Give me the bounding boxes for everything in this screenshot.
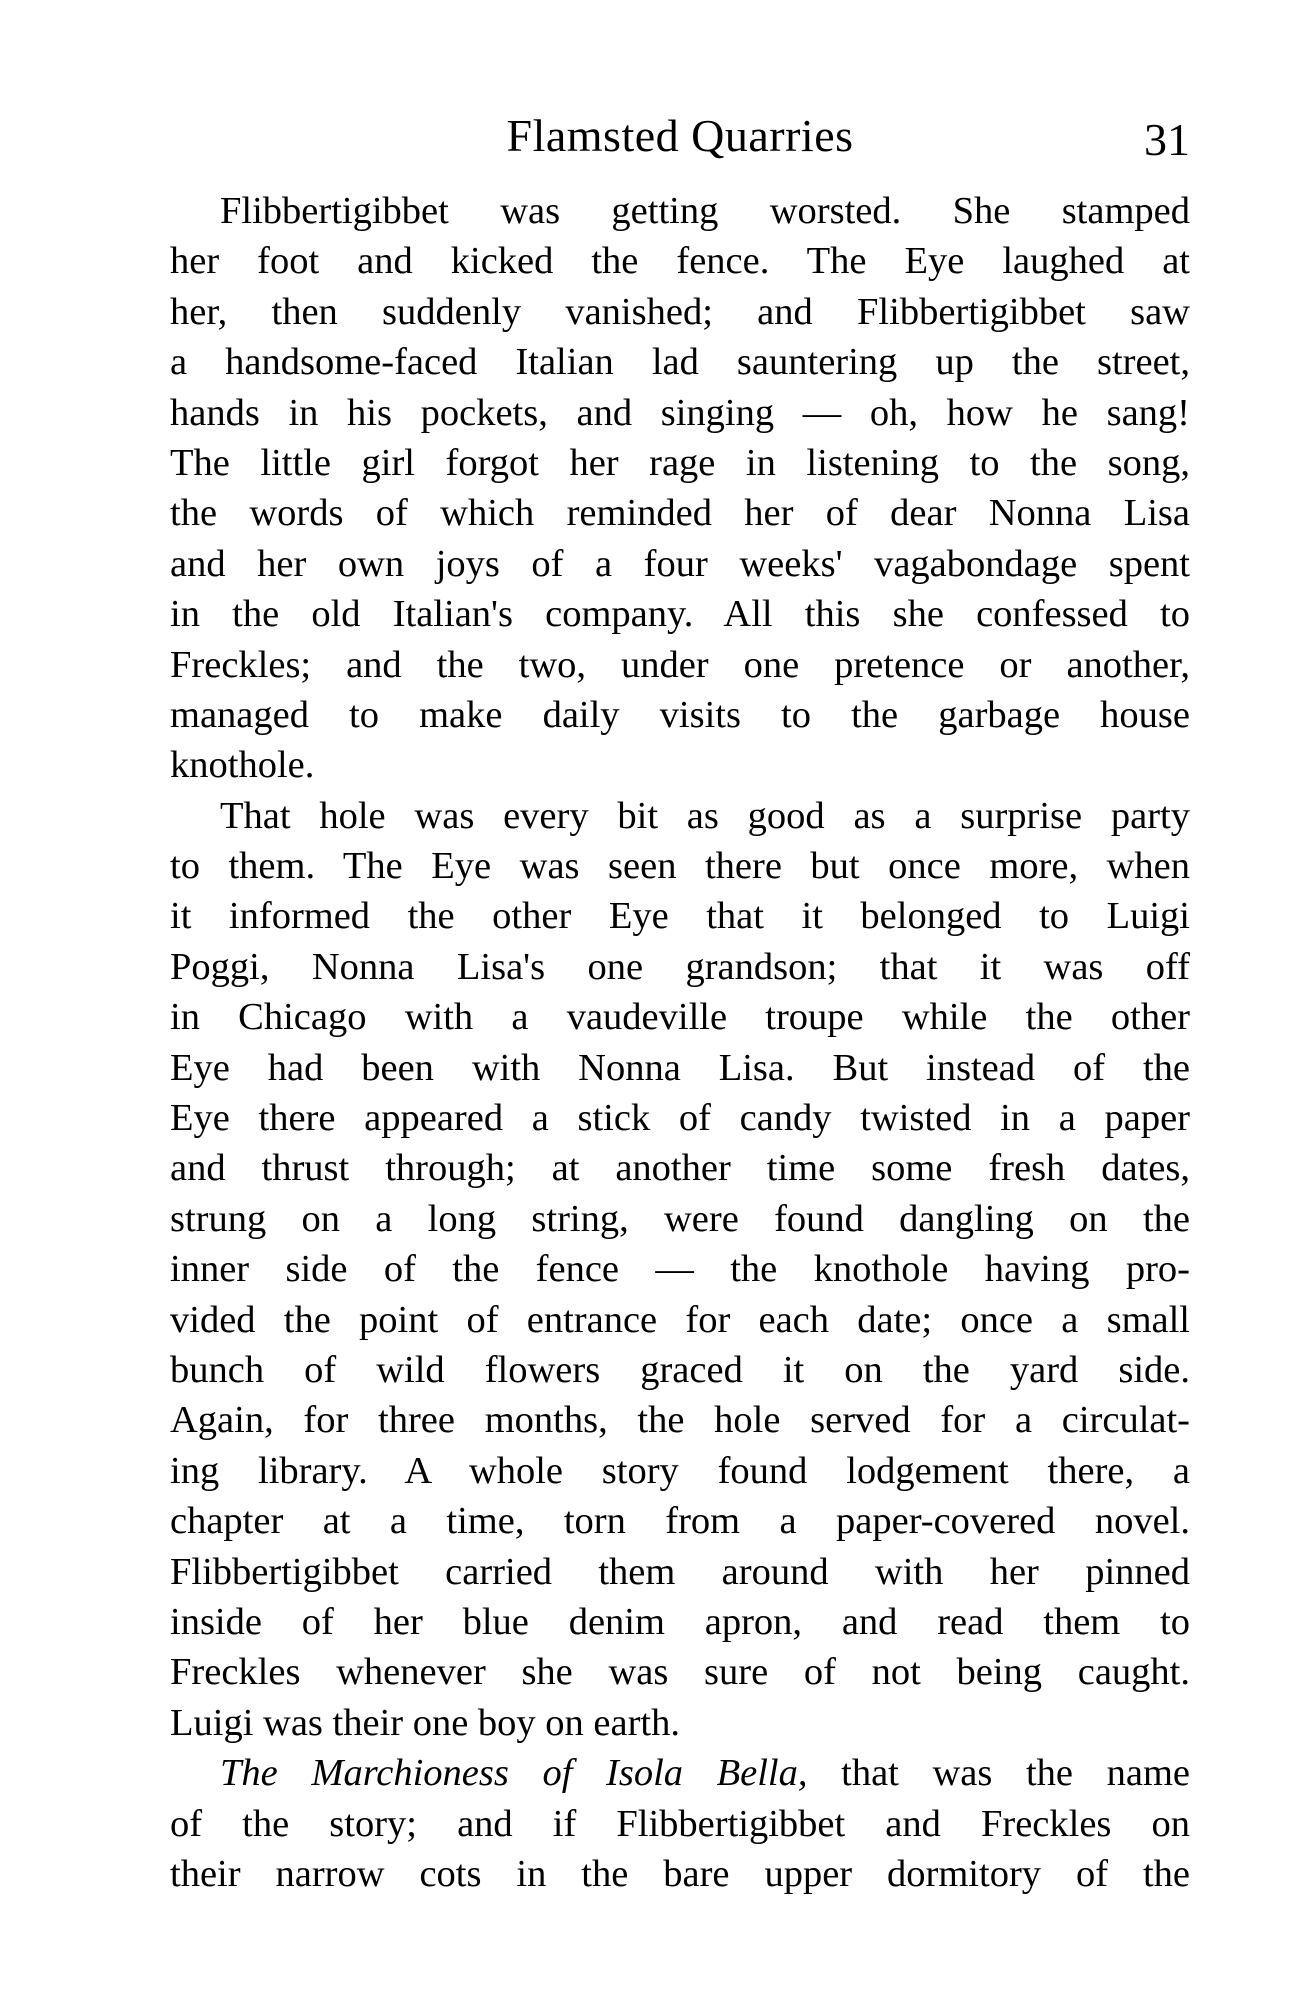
text-line: knothole. (170, 744, 315, 787)
text-line: inner side of the fence — the knothole having pro- (170, 1248, 1190, 1291)
text-line: her foot and kicked the fence. The Eye laughed at (170, 240, 1190, 283)
text-line: managed to make daily visits to the garbage house (170, 693, 1190, 736)
text-line: That hole was every bit as good as a surprise party (220, 794, 1190, 837)
text-line: Luigi was their one boy on earth. (170, 1701, 680, 1744)
text-line: a handsome-faced Italian lad sauntering up the street, (170, 341, 1190, 384)
text-line: Flibbertigibbet was getting worsted. She stamped (220, 190, 1190, 232)
body-text (170, 186, 1190, 1899)
text-line: her, then suddenly vanished; and Flibbertigibbet saw (170, 290, 1190, 333)
text-line: ing library. A whole story found lodgement there, a (170, 1449, 1190, 1492)
running-head (170, 108, 1190, 168)
text-line: bunch of wild flowers graced it on the yard side. (170, 1348, 1190, 1391)
text-line: Poggi, Nonna Lisa's one grandson; that it was off (170, 945, 1190, 988)
text-line: their narrow cots in the bare upper dormitory of the (170, 1852, 1190, 1895)
running-title: Flamsted Quarries (506, 110, 854, 161)
text-line: strung on a long string, were found dangling on the (170, 1197, 1190, 1240)
text-line: hands in his pockets, and singing — oh, how he sang! (170, 391, 1190, 434)
text-line: The little girl forgot her rage in listening to the song, (170, 441, 1190, 484)
novel-title: The Marchioness of Isola Bella, (220, 1752, 808, 1795)
text-line: and thrust through; at another time some fresh dates, (170, 1147, 1190, 1190)
text-line: of the story; and if Flibbertigibbet and Freckles on (170, 1802, 1190, 1845)
page-number: 31 (1144, 114, 1190, 165)
text-line: the words of which reminded her of dear Nonna Lisa (170, 492, 1190, 535)
text-line-with-italic-title (170, 1748, 1190, 1798)
text-line: vided the point of entrance for each date; once a small (170, 1298, 1190, 1341)
text-line: to them. The Eye was seen there but once more, when (170, 845, 1190, 888)
text-line: Again, for three months, the hole served for a circulat- (170, 1399, 1190, 1442)
text-line: Flibbertigibbet carried them around with her pinned (170, 1550, 1190, 1593)
text-line: and her own joys of a four weeks' vagabondage spent (170, 542, 1190, 585)
text-line: inside of her blue denim apron, and read them to (170, 1600, 1190, 1643)
text-line: it informed the other Eye that it belonged to Luigi (170, 895, 1190, 938)
text-line: chapter at a time, torn from a paper-covered novel. (170, 1500, 1190, 1543)
text-span: that was the name (807, 1752, 1190, 1795)
text-line: Freckles; and the two, under one pretence or another, (170, 643, 1190, 686)
text-line: Freckles whenever she was sure of not being caught. (170, 1651, 1190, 1694)
text-line: in Chicago with a vaudeville troupe while the other (170, 996, 1190, 1039)
text-line: Eye had been with Nonna Lisa. But instead of the (170, 1046, 1190, 1089)
text-line: in the old Italian's company. All this she confessed to (170, 593, 1190, 636)
text-line: Eye there appeared a stick of candy twisted in a paper (170, 1097, 1190, 1140)
